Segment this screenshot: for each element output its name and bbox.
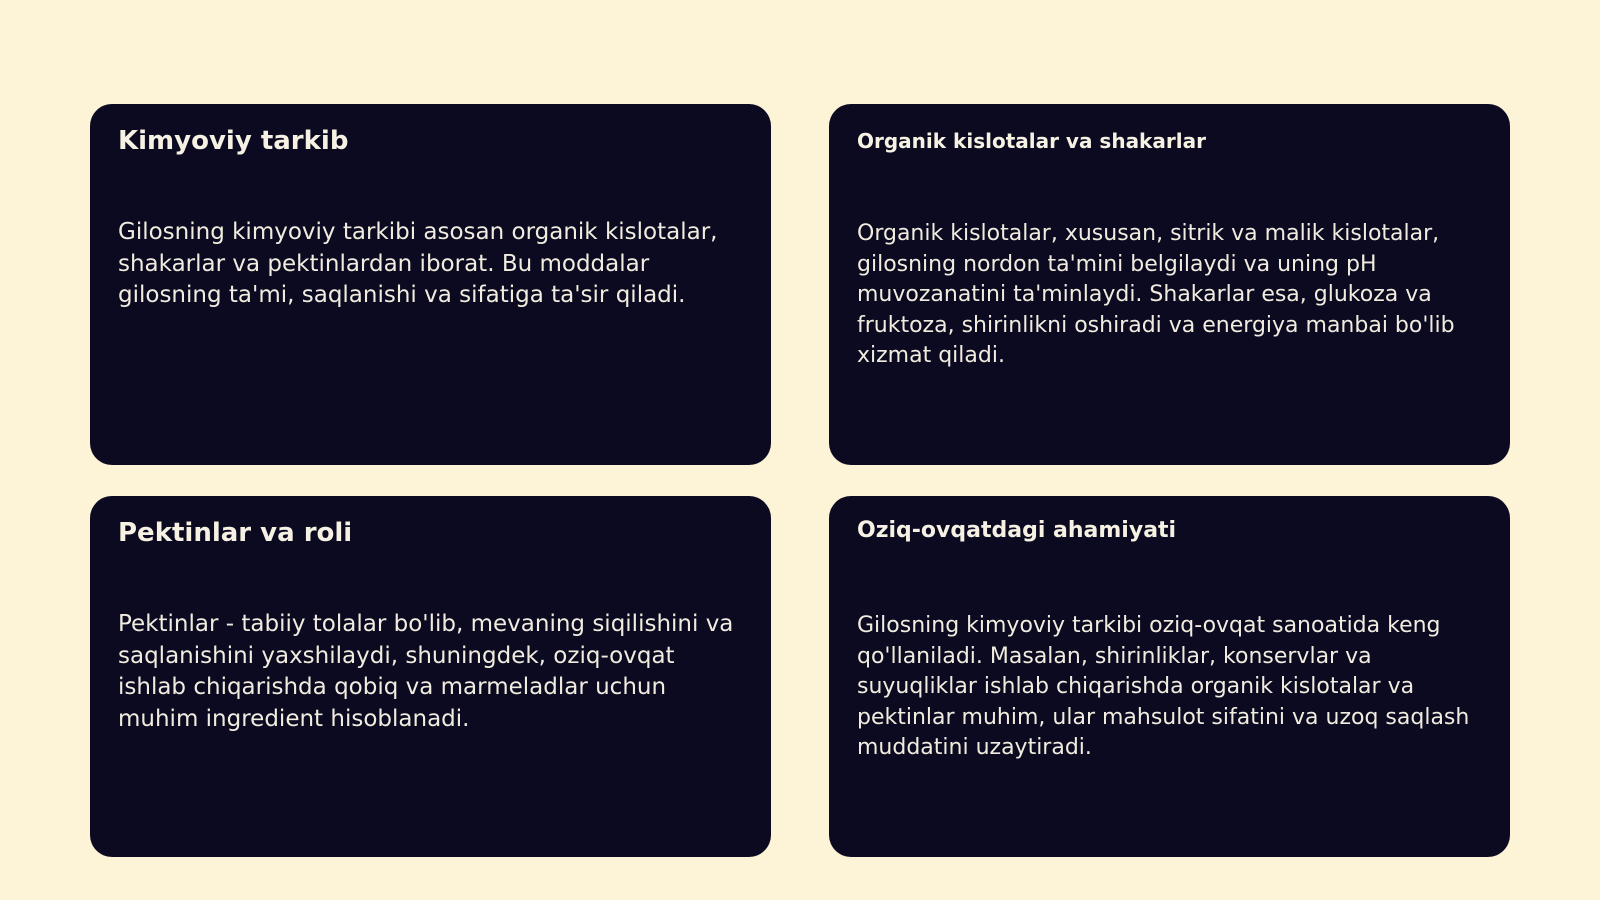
card-oziq-ovqat [829,496,1510,857]
card-body: Pektinlar - tabiiy tolalar bo'lib, mevaning siqilishini va saqlanishini yaxshilaydi, shuningdek, oziq-ovqat ishlab chiqarishda qobiq va marmeladlar uchun muhim ingredient hisoblanadi. [118,611,734,732]
card-body: Gilosning kimyoviy tarkibi asosan organik kislotalar, shakarlar va pektinlardan iborat. Bu moddalar gilosning ta'mi, saqlanishi va sifatiga ta'sir qiladi. [118,219,718,308]
card-kimyoviy-tarkib [90,104,771,465]
card-body: Gilosning kimyoviy tarkibi oziq-ovqat sanoatida keng qo'llaniladi. Masalan, shirinliklar, konservlar va suyuqliklar ishlab chiqarishda organik kislotalar va pektinlar muhim, ular mahsulot sifatini va uzoq saqlash muddatini uzaytiradi. [857,613,1470,760]
card-organik-kislotalar [829,104,1510,465]
card-title: Pektinlar va roli [118,518,353,548]
card-title: Organik kislotalar va shakarlar [857,129,1206,153]
card-title: Kimyoviy tarkib [118,126,349,156]
card-title: Oziq-ovqatdagi ahamiyati [857,518,1177,543]
card-body: Organik kislotalar, xususan, sitrik va malik kislotalar, gilosning nordon ta'mini belgilaydi va uning pH muvozanatini ta'minlaydi. Shakarlar esa, glukoza va fruktoza, shirinlikni oshiradi va energiya manbai bo'lib xizmat qiladi. [857,221,1455,368]
card-pektinlar [90,496,771,857]
